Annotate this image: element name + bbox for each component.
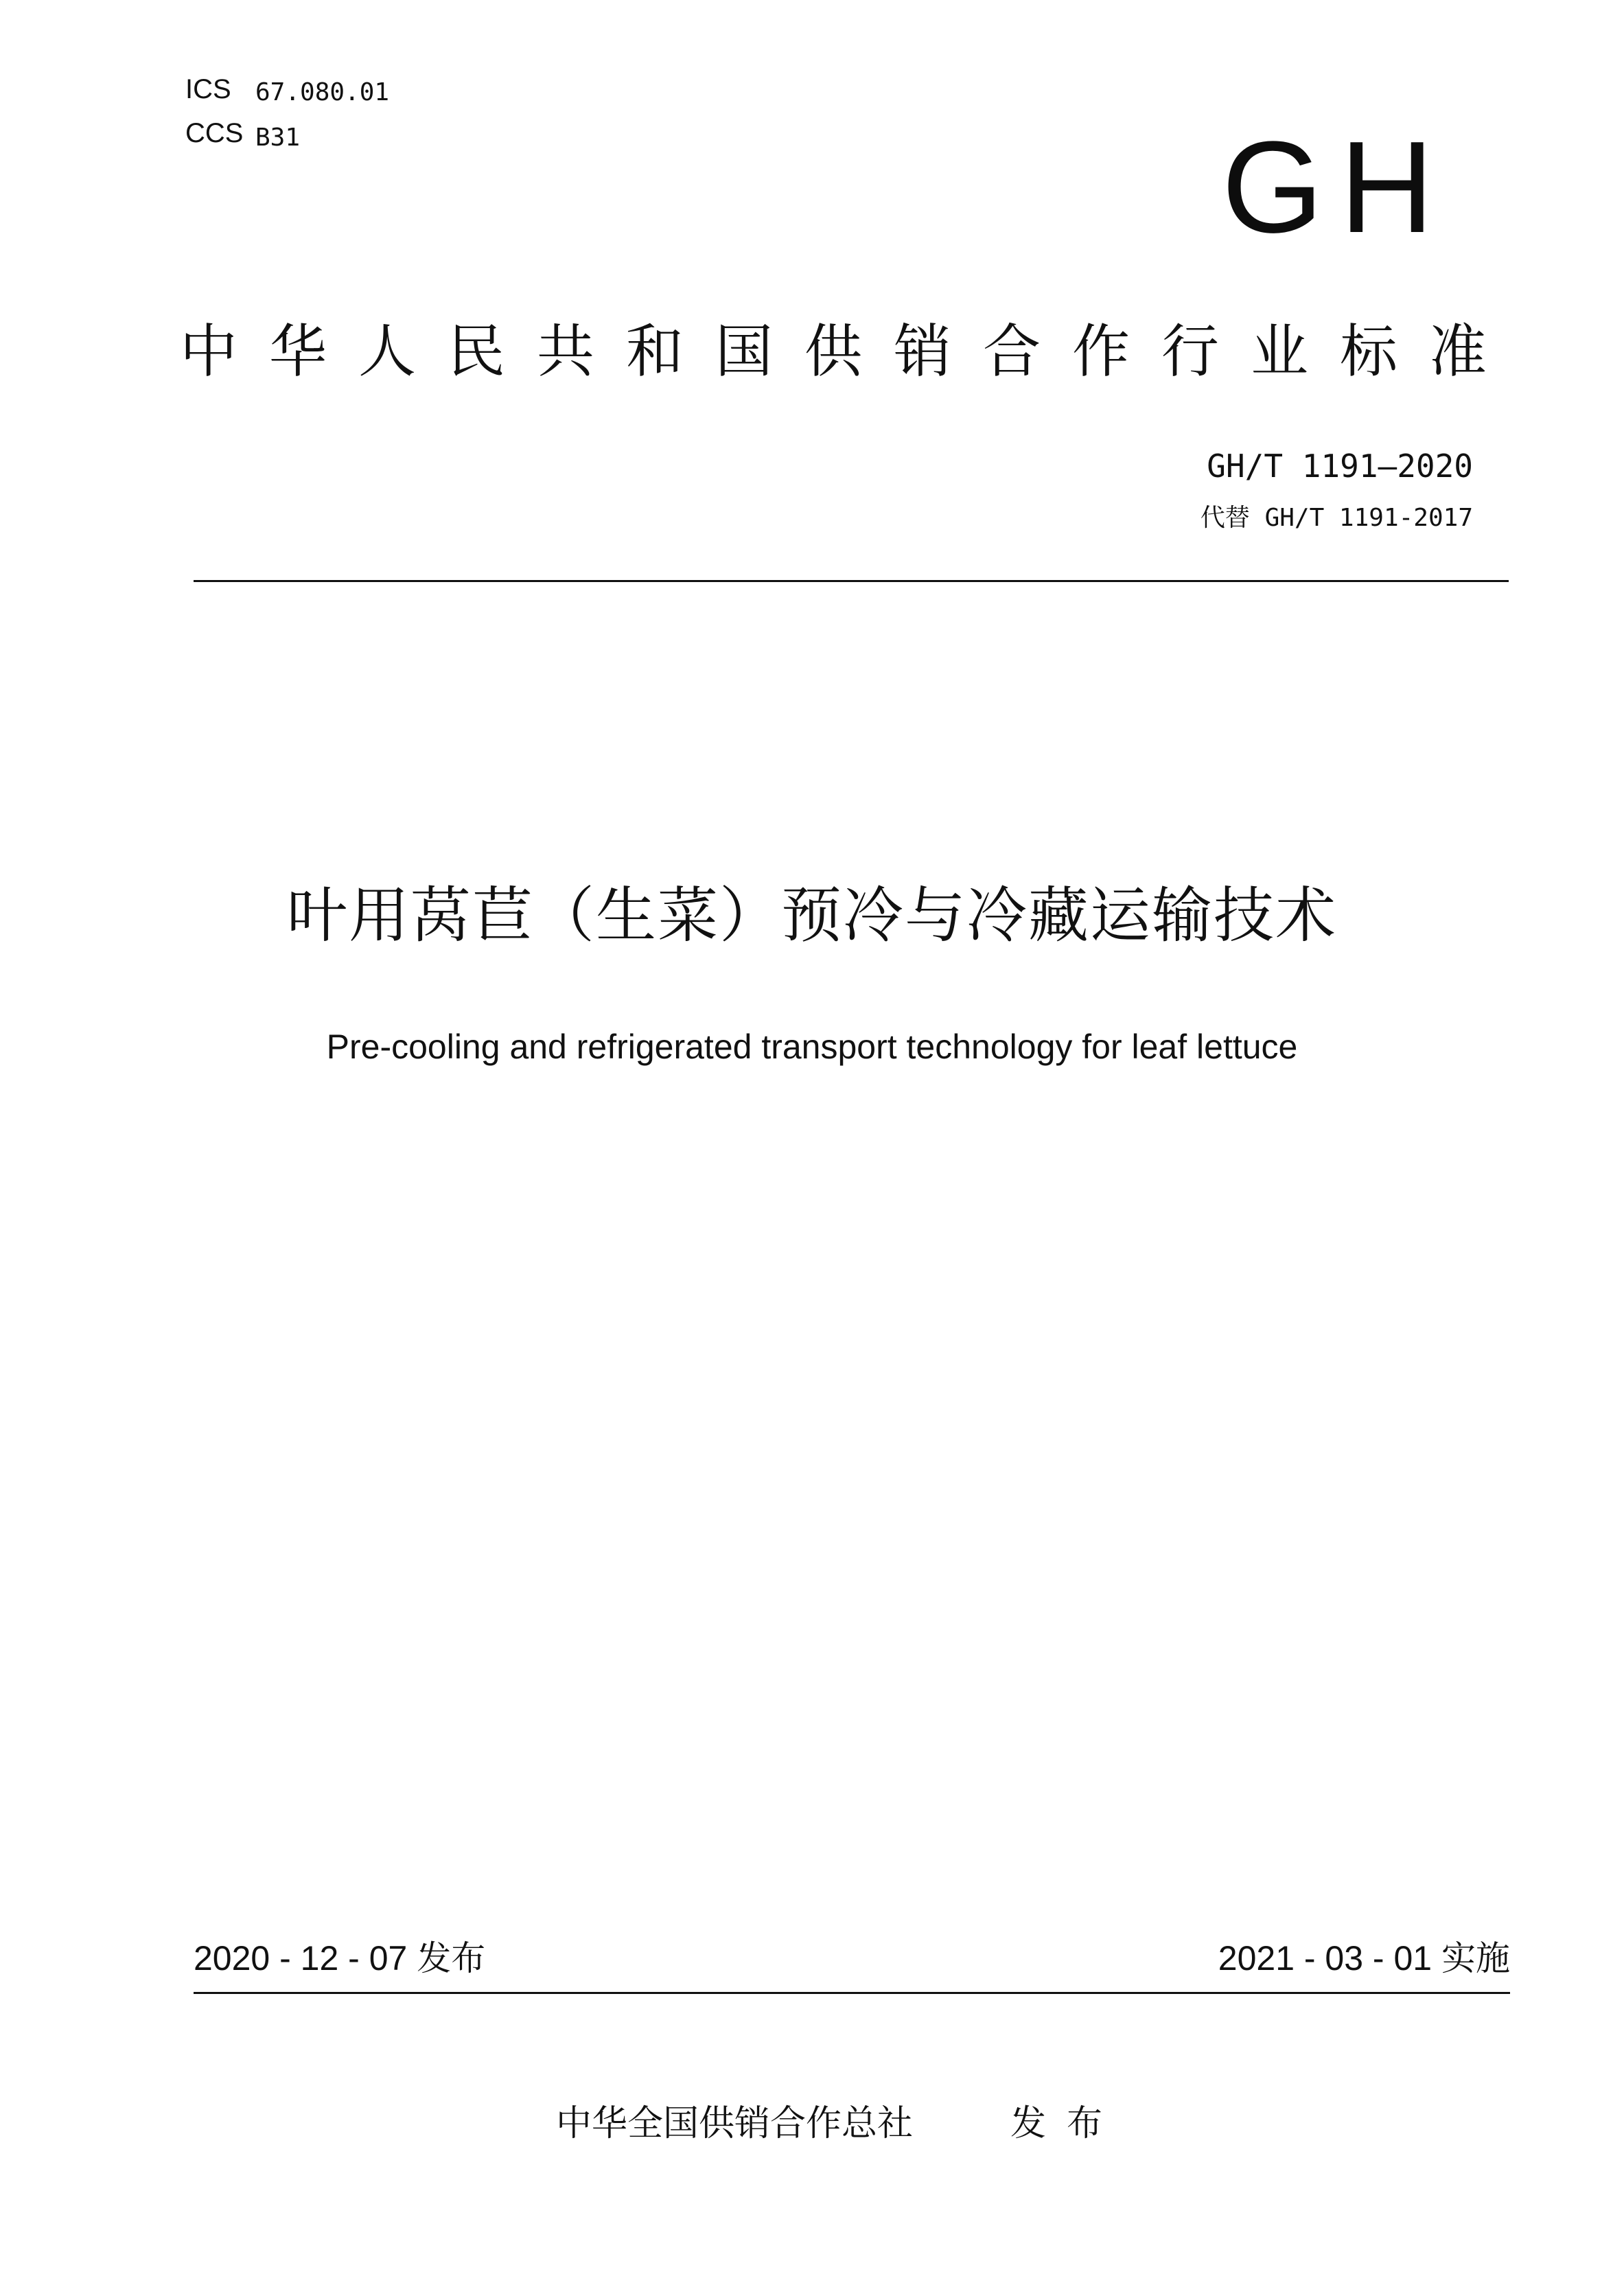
issuer-name: 中华全国供销合作总社 <box>556 2103 914 2144</box>
gh-logo: GH <box>1222 115 1450 260</box>
title-english: Pre-cooling and refrigerated transport technology for leaf lettuce <box>326 1028 1298 1066</box>
ics-label: ICS <box>185 74 231 104</box>
ccs-label: CCS <box>185 118 244 148</box>
ccs-value: B31 <box>255 124 301 152</box>
publish-date: 2020 - 12 - 07 发布 <box>194 1939 486 1978</box>
ministry-title: 中华人民共和国供销合作行业标准 <box>180 318 1519 385</box>
ics-value: 67.080.01 <box>255 78 390 106</box>
issuer-action: 发布 <box>1010 2103 1124 2144</box>
effective-date: 2021 - 03 - 01 实施 <box>1218 1939 1510 1978</box>
standard-number: GH/T 1191—2020 <box>1207 448 1473 485</box>
header-divider <box>194 580 1509 582</box>
standard-replaces: 代替 GH/T 1191-2017 <box>1200 504 1473 532</box>
title-chinese: 叶用莴苣（生菜）预冷与冷藏运输技术 <box>286 880 1337 951</box>
date-divider <box>194 1992 1510 1994</box>
